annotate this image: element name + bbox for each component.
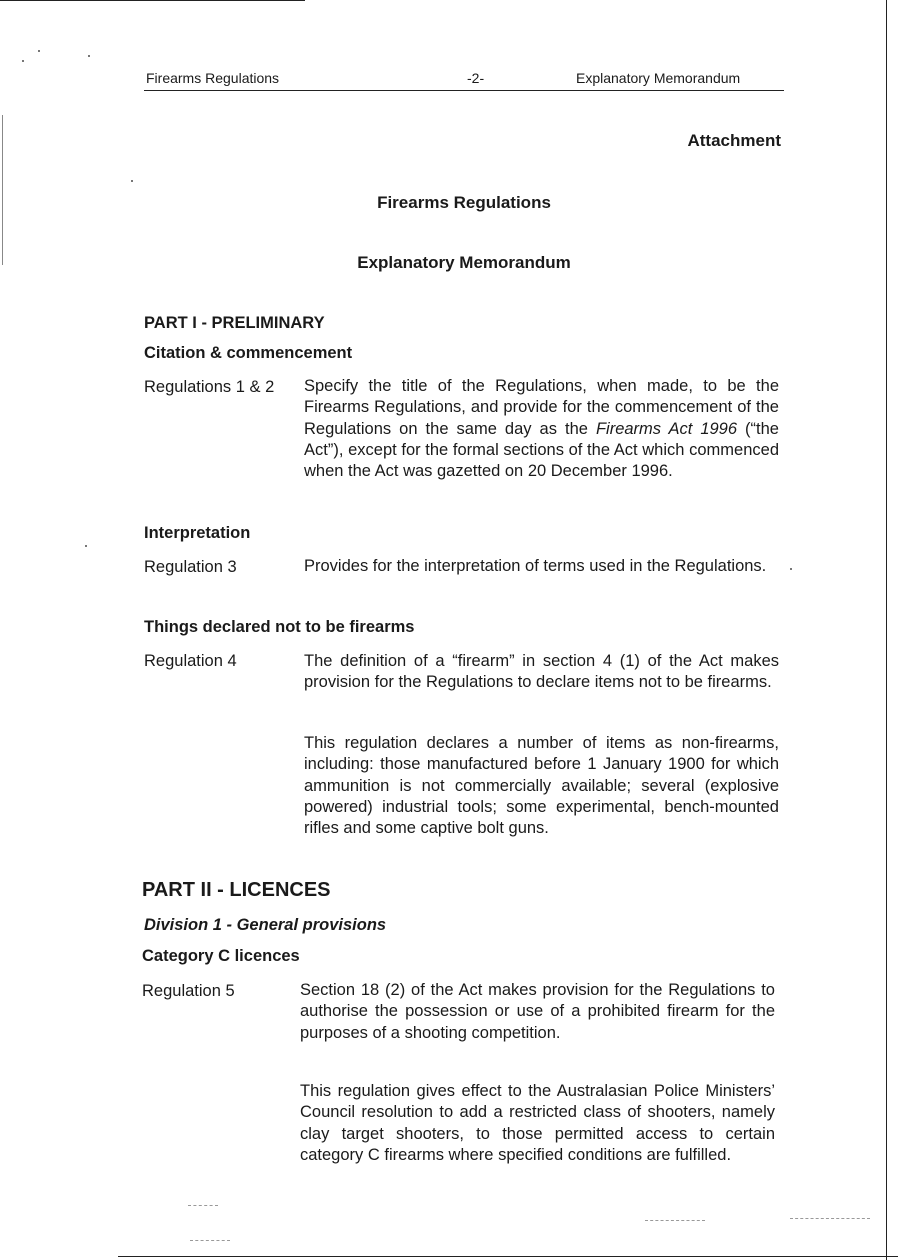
- interpretation-heading: Interpretation: [144, 524, 251, 542]
- reg3-label: Regulation 3: [144, 558, 237, 576]
- scan-dash: [188, 1205, 218, 1206]
- left-scan-mark: [2, 115, 3, 265]
- scan-speck: [22, 60, 24, 62]
- reg12-text: [304, 376, 779, 482]
- reg5-text-2: This regulation gives effect to the Australasian Police Ministers’ Council resolution to add a restricted class of shooters, namely clay target shooters, to those permitted access to certain category C firearms where specified conditions are fulfilled.: [300, 1082, 775, 1164]
- right-border-line: [886, 0, 887, 1260]
- scan-dash: [190, 1240, 230, 1241]
- document-subtitle: Explanatory Memorandum: [357, 253, 571, 272]
- scan-speck: [131, 180, 133, 182]
- reg12-label: Regulations 1 & 2: [144, 378, 275, 396]
- bottom-border-line: [118, 1256, 898, 1257]
- division-heading: Division 1 - General provisions: [144, 916, 387, 934]
- part2-heading: PART II - LICENCES: [142, 879, 331, 901]
- document-title: Firearms Regulations: [377, 193, 551, 212]
- catc-heading: Category C licences: [142, 947, 300, 965]
- reg5-label: Regulation 5: [142, 982, 235, 1000]
- scan-speck: [85, 545, 87, 547]
- scan-speck: [88, 55, 90, 57]
- attachment-label: Attachment: [687, 131, 781, 150]
- header-left: Firearms Regulations: [146, 70, 280, 86]
- scan-dash: [645, 1220, 705, 1221]
- citation-heading: Citation & commencement: [144, 344, 353, 362]
- header-rule: [144, 90, 784, 91]
- act-title: Firearms Act 1996: [595, 419, 738, 438]
- top-border-line: [0, 0, 305, 1]
- reg4-text-1: The definition of a “firearm” in section 4 (1) of the Act makes provision for the Regulations to declare items not to be firearms.: [304, 652, 779, 692]
- scan-speck: [38, 50, 40, 52]
- scan-dash: [790, 1218, 870, 1219]
- reg12-text-a: Specify the title of the Regulations, when made, to be the Firearms Regulations, and provide for the commencement of the Regulations on the same day as the: [304, 377, 779, 438]
- scan-speck: [790, 568, 792, 570]
- reg5-text-1: Section 18 (2) of the Act makes provision for the Regulations to authorise the possession or use of a prohibited firearm for the purposes of a shooting competition.: [300, 981, 775, 1042]
- things-heading: Things declared not to be firearms: [144, 618, 415, 636]
- part1-heading: PART I - PRELIMINARY: [144, 314, 325, 332]
- reg4-label: Regulation 4: [144, 652, 237, 670]
- reg12-text-b: (“the Act”), except for the formal sections of the Act which commenced when the Act was gazetted on 20 December 1996.: [304, 419, 779, 481]
- reg4-text-2: This regulation declares a number of items as non-firearms, including: those manufactured before 1 January 1900 for which ammunition is not commercially available; several (explosive powered) industrial tools; some experimental, bench-mounted rifles and some captive bolt guns.: [304, 734, 779, 838]
- reg3-text: Provides for the interpretation of terms used in the Regulations.: [304, 557, 767, 575]
- header-right: Explanatory Memorandum: [576, 70, 741, 86]
- header-page-number: -2-: [467, 70, 485, 86]
